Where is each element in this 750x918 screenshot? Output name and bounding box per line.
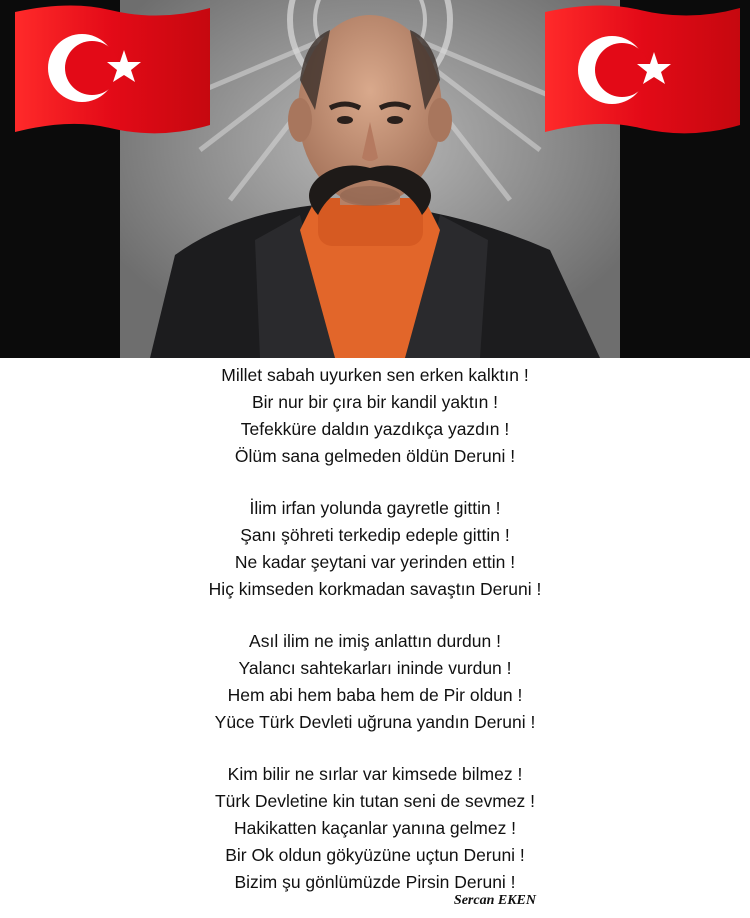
poem-line: Bir nur bir çıra bir kandil yaktın ! [251,392,499,412]
author-signature: Sercan EKEN [453,893,536,908]
poem-line: Şanı şöhreti terkedip edeple gittin ! [240,525,510,545]
portrait-photo [0,0,750,358]
stanza [0,495,750,603]
poem [0,362,750,896]
poem-line: İlim irfan yolunda gayretle gittin ! [249,498,501,518]
stanza [0,628,750,736]
poem-line: Millet sabah uyurken sen erken kalktın ! [221,365,529,385]
poem-line: Kim bilir ne sırlar var kimsede bilmez ! [227,764,523,784]
stanza [0,761,750,896]
poem-line: Hakikatten kaçanlar yanına gelmez ! [233,818,517,838]
poem-line: Bizim şu gönlümüzde Pirsin Deruni ! [234,872,516,892]
stanza [0,362,750,470]
poem-line: Türk Devletine kin tutan seni de sevmez ! [214,791,535,811]
turkish-flag-right [545,5,740,133]
turkish-flag-left [15,5,210,133]
poem-line: Hiç kimseden korkmadan savaştın Deruni ! [208,579,542,599]
poem-line: Ne kadar şeytani var yerinden ettin ! [234,552,516,572]
poem-line: Asıl ilim ne imiş anlattın durdun ! [249,631,501,651]
portrait-illustration [0,0,750,358]
poem-line: Yalancı sahtekarları ininde vurdun ! [238,658,512,678]
poem-line: Bir Ok oldun gökyüzüne uçtun Deruni ! [225,845,525,865]
poem-line: Hem abi hem baba hem de Pir oldun ! [227,685,523,705]
poem-line: Yüce Türk Devleti uğruna yandın Deruni ! [214,712,536,732]
poem-line: Tefekküre daldın yazdıkça yazdın ! [240,419,510,439]
poem-line: Ölüm sana gelmeden öldün Deruni ! [234,446,516,466]
